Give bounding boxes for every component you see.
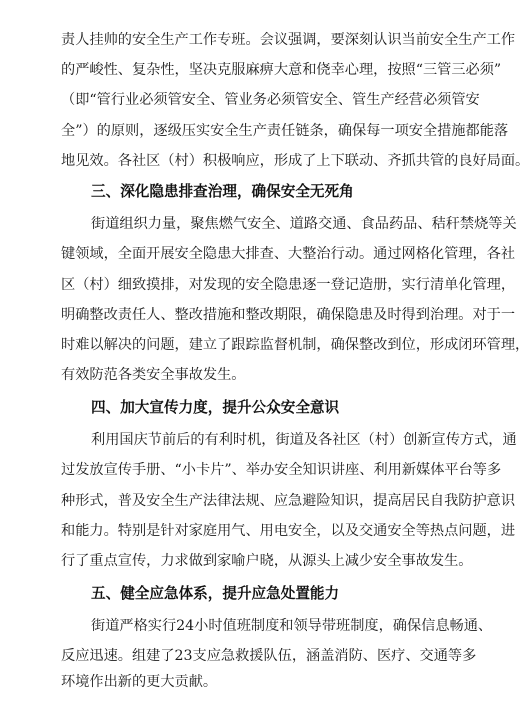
body-line: 全”）的原则，逐级压实安全生产责任链条，确保每一项安全措施都能落 (61, 123, 509, 139)
body-line: 的严峻性、复杂性，坚决克服麻痹大意和侥幸心理，按照“三管三必须” (61, 62, 502, 78)
body-line: 过发放宣传手册、“小卡片”、举办安全知识讲座、利用新媒体平台等多 (61, 462, 502, 478)
section-heading-5: 五、健全应急体系，提升应急处置能力 (91, 585, 340, 602)
body-line: 反应迅速。组建了23支应急救援队伍，涵盖消防、医疗、交通等多 (61, 648, 477, 664)
body-line: 街道组织力量，聚焦燃气安全、道路交通、食品药品、秸秆禁烧等关 (91, 216, 517, 232)
body-line: 行了重点宣传，力求做到家喻户晓，从源头上减少安全事故发生。 (61, 553, 473, 569)
body-line: （即“管行业必须管安全、管业务必须管安全、管生产经营必须管安 (61, 92, 480, 108)
body-line: 明确整改责任人、整改措施和整改期限，确保隐患及时得到治理。对于一 (61, 307, 516, 323)
body-line: 责人挂帅的安全生产工作专班。会议强调，要深刻认识当前安全生产工作 (61, 32, 516, 48)
body-line: 环境作出新的更大贡献。 (61, 674, 218, 690)
body-line: 区（村）细致摸排，对发现的安全隐患逐一登记造册，实行清单化管理， (61, 277, 516, 293)
section-heading-3: 三、深化隐患排查治理，确保安全无死角 (91, 183, 354, 200)
section-heading-4: 四、加大宣传力度，提升公众安全意识 (91, 399, 340, 416)
body-line: 键领域，全面开展安全隐患大排查、大整治行动。通过网格化管理，各社 (61, 246, 516, 262)
body-line: 时难以解决的问题，建立了跟踪监督机制，确保整改到位，形成闭环管理， (61, 337, 529, 353)
body-line: 和能力。特别是针对家庭用气、用电安全，以及交通安全等热点问题，进 (61, 523, 516, 539)
body-line: 街道严格实行24小时值班制度和领导带班制度，确保信息畅通、 (91, 618, 493, 634)
body-line: 种形式，普及安全生产法律法规、应急避险知识，提高居民自我防护意识 (61, 493, 516, 509)
body-line: 利用国庆节前后的有利时机，街道及各社区（村）创新宣传方式，通 (91, 432, 517, 448)
body-line: 地见效。各社区（村）积极响应，形成了上下联动、齐抓共管的良好局面。 (61, 153, 529, 169)
body-line: 有效防范各类安全事故发生。 (61, 367, 246, 383)
